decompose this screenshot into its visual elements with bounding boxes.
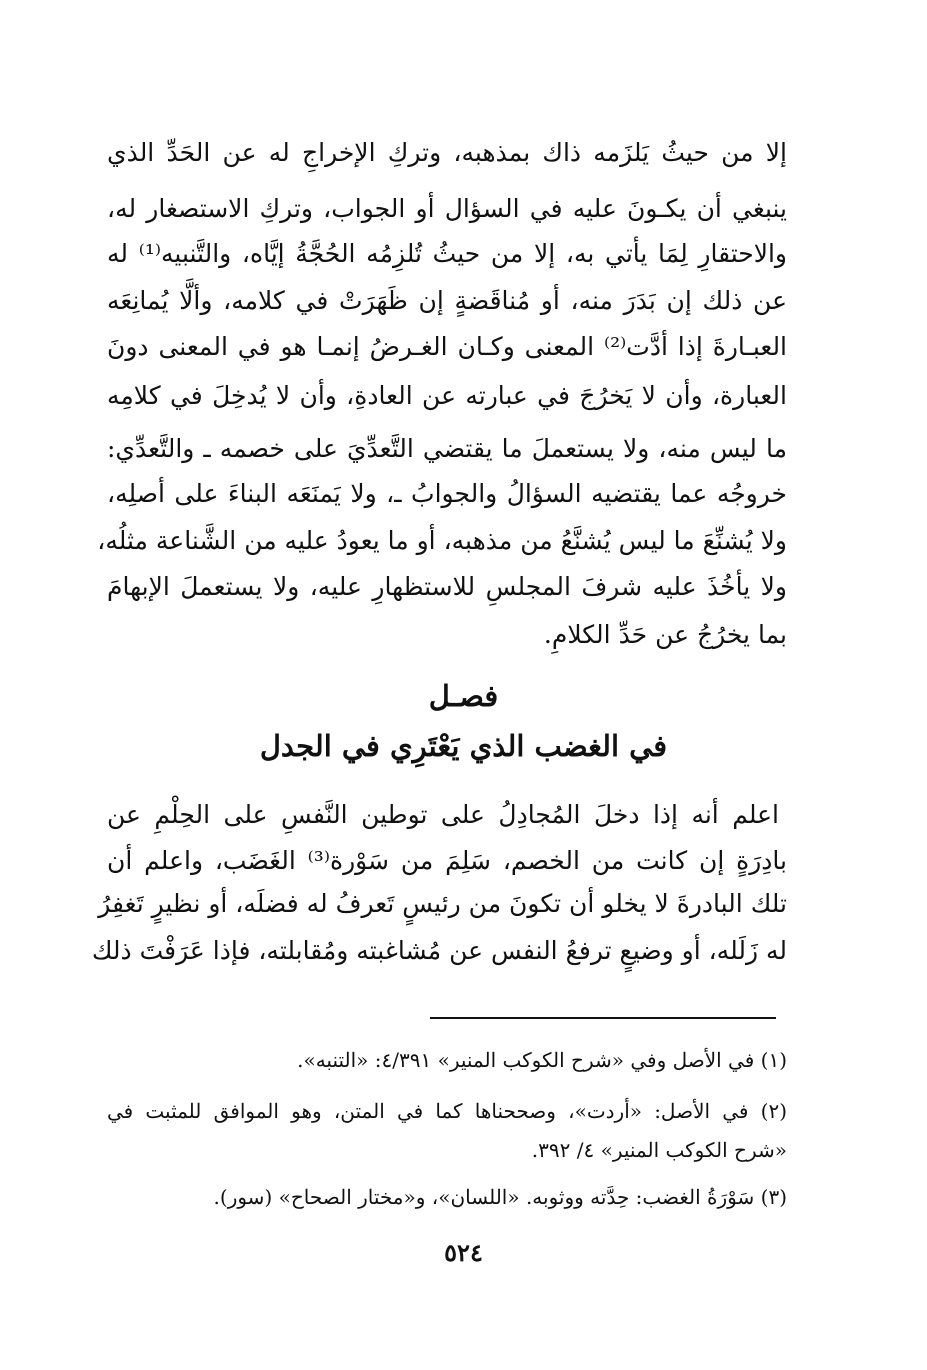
- paragraph-1-line-5: العبـارةَ إذا أدَّت⁽²⁾ المعنى وكـان الغـرضُ إنمـا هو في المعنى دونَ: [107, 332, 788, 361]
- paragraph-1-line-10: ولا يأخُذَ عليه شرفَ المجلسِ للاستظهارِ عليه، ولا يستعملَ الإبهامَ: [107, 572, 787, 601]
- section-title: في الغضب الذي يَعْتَرِي في الجدل: [259, 729, 668, 763]
- footnote-2-line-2: «شرح الكوكب المنير» ٤/ ٣٩٢.: [531, 1138, 787, 1162]
- paragraph-1-line-8: خروجُه عما يقتضيه السؤالُ والجوابُ ـ، ولا يَمنَعَه البناءَ على أصلِه،: [107, 479, 787, 508]
- paragraph-1-line-3: والاحتقارِ لِمَا يأتي به، إلا من حيثُ تُلزِمُه الحُجَّةُ إيَّاه، والتَّنبيه⁽¹⁾ له: [107, 239, 787, 268]
- footnote-2-line-1: (٢) في الأصل: «أردت»، وصححناها كما في المتن، وهو الموافق للمثبت في: [107, 1099, 787, 1123]
- paragraph-1-line-1: إلا من حيثُ يَلزَمه ذاك بمذهبه، وتركِ الإخراجِ له عن الحَدِّ الذي: [107, 138, 787, 167]
- paragraph-1-line-9: ولا يُشنِّعَ ما ليس يُشنَّعُ من مذهبه، أو ما يعودُ عليه من الشَّناعة مثلُه،: [97, 526, 787, 555]
- footnote-1: (١) في الأصل وفي «شرح الكوكب المنير» ٤/٣٩١: «التنبه».: [297, 1048, 787, 1072]
- paragraph-1-line-2: ينبغي أن يكـونَ عليه في السؤال أو الجواب، وتركِ الاستصغار له،: [107, 194, 787, 223]
- paragraph-2-line-2: بادِرَةٍ إن كانت من الخصم، سَلِمَ من سَوْرة⁽³⁾ الغَضَب، واعلم أن: [107, 846, 787, 875]
- page-number: ٥٢٤: [444, 1238, 483, 1267]
- paragraph-2-line-4: له زَلَله، أو وضيعٍ ترفعُ النفس عن مُشاغبته ومُقابلته، فإذا عَرَفْتَ ذلك: [91, 936, 787, 965]
- footnote-separator: [430, 1017, 776, 1019]
- paragraph-2-line-3: تلك البادرةَ لا يخلو أن تكونَ من رئيسٍ تَعرفُ له فضلَه، أو نظيرٍ تَغفِرُ: [98, 889, 787, 918]
- footnote-3: (٣) سَوْرَةُ الغضب: حِدَّته ووثوبه. «اللسان»، و«مختار الصحاح» (سور).: [213, 1185, 787, 1209]
- paragraph-2-line-1: اعلم أنه إذا دخلَ المُجادِلُ على توطين النَّفسِ على الحِلْمِ عن: [107, 800, 779, 829]
- paragraph-1-line-6: العبارة، وأن لا يَخرُجَ في عبارته عن العادةِ، وأن لا يُدخِلَ في كلامِه: [107, 381, 787, 410]
- paragraph-1-line-4: عن ذلك إن بَدَرَ منه، أو مُناقَضةٍ إن ظَهَرَتْ في كلامه، وألَّا يُمانِعَه: [107, 286, 787, 315]
- section-heading: فصـل: [428, 679, 499, 713]
- paragraph-1-line-7: ما ليس منه، ولا يستعملَ ما يقتضي التَّعدِّيَ على خصمه ـ والتَّعدِّي:: [107, 434, 787, 463]
- paragraph-1-line-11: بما يخرُجُ عن حَدِّ الكلامِ.: [543, 620, 787, 649]
